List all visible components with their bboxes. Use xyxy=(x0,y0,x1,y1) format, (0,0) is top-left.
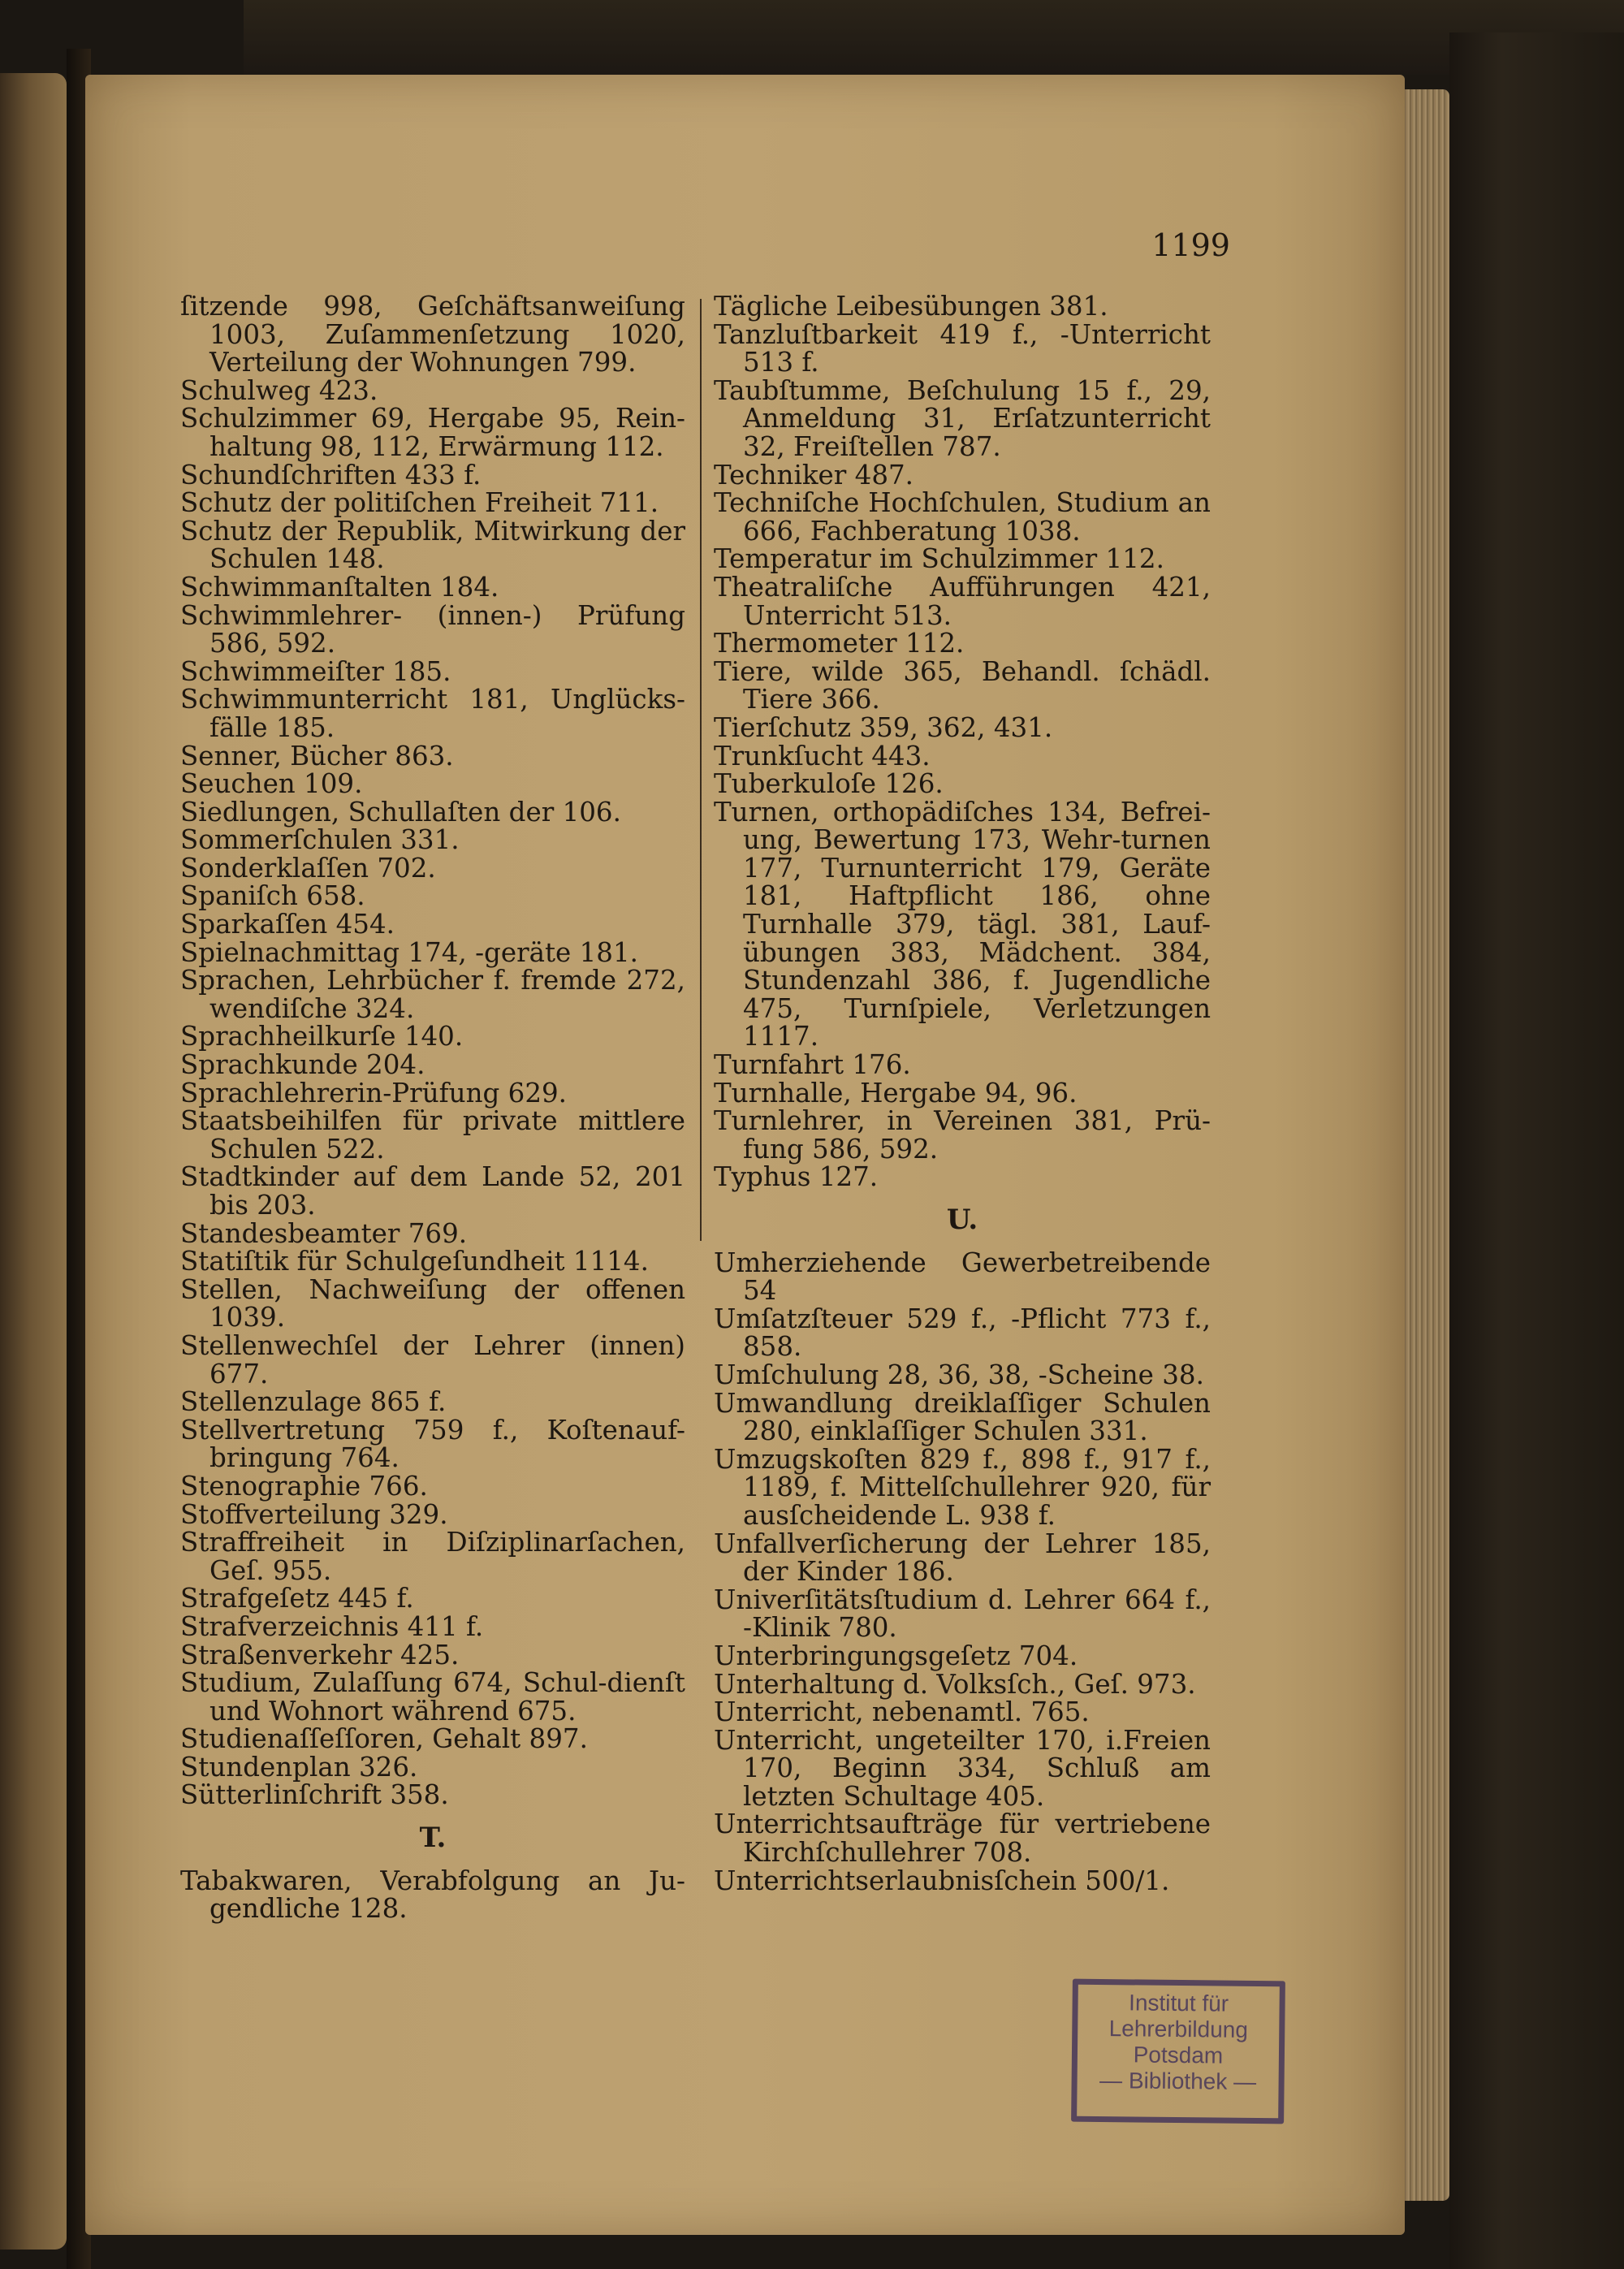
index-entry: Sonderklaſſen 702. xyxy=(180,852,436,884)
index-entry: Schwimmanſtalten 184. xyxy=(180,571,499,603)
index-entry: Umſatzſteuer 529 f., -Pflicht 773 f., 858. xyxy=(714,1303,1211,1363)
index-entry: Spaniſch 658. xyxy=(180,880,365,912)
index-entry: Umwandlung dreiklaſſiger Schulen 280, einklaſſiger Schulen 331. xyxy=(714,1387,1211,1447)
index-entry: Turnen, orthopädiſches 134, Befrei-ung, Bewertung 173, Wehr-turnen 177, Turnunterricht 179, Geräte 181, Haftpflicht 186, ohne Turnhalle 379, tägl. 381, Lauf-übungen 383, Mädchent. 384, Stundenzahl 386, f. Jugendliche 475, Turnſpiele, Verletzungen 1117. xyxy=(714,796,1211,1052)
stamp-line: — Bibliothek — xyxy=(1099,2067,1257,2095)
column-divider xyxy=(700,299,702,1241)
index-entry: Unterbringungsgeſetz 704. xyxy=(714,1640,1078,1671)
index-entry: Spielnachmittag 174, -geräte 181. xyxy=(180,936,638,968)
index-entry: Unterricht, ungeteilter 170, i.Freien 170, Beginn 334, Schluß am letzten Schultage 405. xyxy=(714,1724,1211,1812)
page-stack-edge xyxy=(1401,89,1449,2201)
section-letter-t: T. xyxy=(419,1822,447,1855)
index-entry: Stundenplan 326. xyxy=(180,1751,418,1783)
index-entry: Unterricht, nebenamtl. 765. xyxy=(714,1696,1090,1728)
index-entry: Stellen, Nachweiſung der offenen 1039. xyxy=(180,1273,685,1333)
library-stamp xyxy=(1071,1979,1285,2124)
index-entry: Unfallverſicherung der Lehrer 185, der Kinder 186. xyxy=(714,1528,1211,1588)
left-page-edge xyxy=(0,73,67,2250)
index-entry: Umſchulung 28, 36, 38, -Scheine 38. xyxy=(714,1359,1204,1390)
index-entry: Strafgeſetz 445 f. xyxy=(180,1583,414,1614)
index-entry: Stellvertretung 759 f., Koſtenauf-bringung 764. xyxy=(180,1414,685,1474)
index-entry: Unterrichtserlaubnisſchein 500/1. xyxy=(714,1865,1170,1896)
index-entry: Umzugskoſten 829 f., 898 f., 917 f., 1189, f. Mittelſchullehrer 920, für ausſcheidende L. 938 f. xyxy=(714,1443,1211,1531)
left-column xyxy=(180,292,685,1923)
page-number: 1199 xyxy=(1151,227,1230,263)
index-entry: ſitzende 998, Geſchäftsanweiſung 1003, Zuſammenſetzung 1020, Verteilung der Wohnungen 799. xyxy=(180,291,685,378)
index-entry: Straffreiheit in Diſziplinarſachen, Geſ. 955. xyxy=(180,1527,685,1586)
left-entries xyxy=(180,292,685,1809)
index-entry: Siedlungen, Schullaſten der 106. xyxy=(180,796,621,828)
index-entry: Umherziehende Gewerbetreibende 54 xyxy=(714,1247,1211,1307)
index-entry: Schundſchriften 433 f. xyxy=(180,459,482,491)
index-entry: Taubſtumme, Beſchulung 15 f., 29, Anmeldung 31, Erſatzunterricht 32, Freiſtellen 787. xyxy=(714,374,1211,462)
index-entry: Seuchen 109. xyxy=(180,768,363,800)
u-entries xyxy=(714,1249,1211,1895)
t-entries xyxy=(180,1867,685,1923)
index-entry: Stellenwechſel der Lehrer (innen) 677. xyxy=(180,1329,685,1389)
index-entry: Stellenzulage 865 f. xyxy=(180,1386,447,1418)
index-entry: Schulweg 423. xyxy=(180,374,378,406)
index-entry: Thermometer 112. xyxy=(714,628,965,659)
stamp-line: Potsdam xyxy=(1133,2042,1224,2068)
index-entry: Sommerſchulen 331. xyxy=(180,824,460,856)
cover-board-right xyxy=(1449,32,1624,2269)
index-entry: Sprachheilkurſe 140. xyxy=(180,1021,464,1052)
index-entry: Sprachlehrerin-Prüfung 629. xyxy=(180,1077,568,1109)
index-entry: Strafverzeichnis 411 f. xyxy=(180,1610,484,1642)
index-entry: Typhus 127. xyxy=(714,1161,879,1193)
index-entry: Schwimmlehrer- (innen-) Prüfung 586, 592. xyxy=(180,599,685,659)
index-entry: Sütterlinſchrift 358. xyxy=(180,1779,449,1811)
index-entry: Techniker 487. xyxy=(714,459,914,491)
index-entry: Stoffverteilung 329. xyxy=(180,1498,448,1530)
index-entry: Sprachen, Lehrbücher f. fremde 272, wendiſche 324. xyxy=(180,965,685,1024)
index-entry: Turnfahrt 176. xyxy=(714,1049,911,1081)
stamp-line: Lehrerbildung xyxy=(1108,2016,1249,2042)
index-entry: Unterhaltung d. Volksſch., Geſ. 973. xyxy=(714,1668,1196,1700)
index-entry: Schulzimmer 69, Hergabe 95, Rein-haltung 98, 112, Erwärmung 112. xyxy=(180,403,685,462)
index-entry: Studium, Zulaſſung 674, Schul-dienſt und Wohnort während 675. xyxy=(180,1667,685,1727)
index-entry: Temperatur im Schulzimmer 112. xyxy=(714,543,1164,575)
index-entry: Straßenverkehr 425. xyxy=(180,1639,460,1670)
right-column xyxy=(714,292,1211,1895)
index-entry: Tägliche Leibesübungen 381. xyxy=(714,291,1108,322)
index-entry: Studienaſſeſſoren, Gehalt 897. xyxy=(180,1723,588,1755)
index-entry: Tabakwaren, Verabfolgung an Ju-gendliche 128. xyxy=(180,1865,685,1925)
index-entry: Statiſtik für Schulgeſundheit 1114. xyxy=(180,1246,649,1277)
stamp-line: Institut für xyxy=(1128,1990,1229,2016)
index-entry: Trunkſucht 443. xyxy=(714,740,931,771)
index-entry: Stadtkinder auf dem Lande 52, 201 bis 203. xyxy=(180,1161,685,1221)
index-entry: Senner, Bücher 863. xyxy=(180,740,454,771)
right-entries xyxy=(714,292,1211,1191)
index-entry: Tuberkuloſe 126. xyxy=(714,768,944,800)
index-entry: Staatsbeihilfen für private mittlere Schulen 522. xyxy=(180,1105,685,1165)
section-letter-u: U. xyxy=(946,1204,978,1236)
index-entry: Sparkaſſen 454. xyxy=(180,909,395,940)
index-entry: Theatraliſche Aufführungen 421, Unterricht 513. xyxy=(714,571,1211,631)
index-entry: Tiere, wilde 365, Behandl. ſchädl. Tiere 366. xyxy=(714,655,1211,715)
index-entry: Schutz der Republik, Mitwirkung der Schulen 148. xyxy=(180,515,685,575)
index-entry: Sprachkunde 204. xyxy=(180,1049,425,1081)
index-entry: Tierſchutz 359, 362, 431. xyxy=(714,711,1053,743)
index-entry: Techniſche Hochſchulen, Studium an 666, Fachberatung 1038. xyxy=(714,487,1211,547)
index-entry: Unterrichtsaufträge für vertriebene Kirchſchullehrer 708. xyxy=(714,1809,1211,1869)
index-entry: Turnhalle, Hergabe 94, 96. xyxy=(714,1077,1078,1109)
index-entry: Schwimmunterricht 181, Unglücks-fälle 185. xyxy=(180,684,685,743)
index-entry: Schwimmeiſter 185. xyxy=(180,655,451,687)
index-entry: Turnlehrer, in Vereinen 381, Prü-fung 586, 592. xyxy=(714,1105,1211,1165)
index-entry: Stenographie 766. xyxy=(180,1470,428,1502)
index-entry: Tanzluſtbarkeit 419 f., -Unterricht 513 f. xyxy=(714,318,1211,378)
index-entry: Univerſitätsſtudium d. Lehrer 664 f., -Klinik 780. xyxy=(714,1584,1211,1644)
index-entry: Standesbeamter 769. xyxy=(180,1217,468,1249)
index-entry: Schutz der politiſchen Freiheit 711. xyxy=(180,487,659,519)
cover-board-top xyxy=(244,0,1624,75)
